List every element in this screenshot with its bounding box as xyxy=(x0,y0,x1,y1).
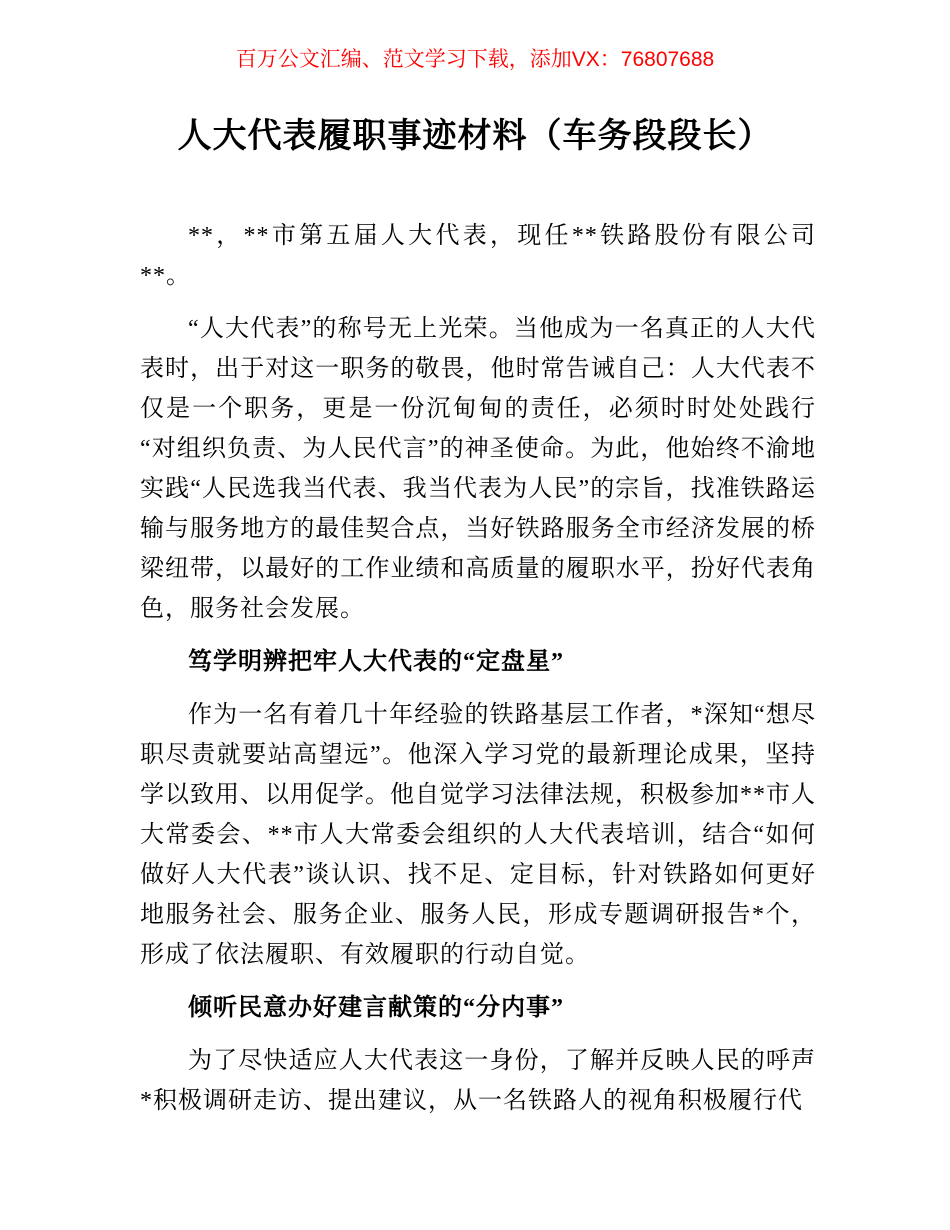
watermark-ad-text: 百万公文汇编、范文学习下载，添加VX：76807688 xyxy=(235,48,715,71)
document-body xyxy=(140,216,816,1121)
paragraph-overview: “人大代表”的称号无上光荣。当他成为一名真正的人大代表时，出于对这一职务的敬畏，他时常告诫自己：人大代表不仅是一个职务，更是一份沉甸甸的责任，必须时时处处践行“对组织负责、为人民代言”的神圣使命。为此，他始终不渝地实践“人民选我当代表、我当代表为人民”的宗旨，找准铁路运输与服务地方的最佳契合点，当好铁路服务全市经济发展的桥梁纽带，以最好的工作业绩和高质量的履职水平，扮好代表角色，服务社会发展。 xyxy=(140,316,816,622)
document-title: 人大代表履职事迹材料（车务段段长） xyxy=(177,118,773,155)
paragraph-section-1: 作为一名有着几十年经验的铁路基层工作者，*深知“想尽职尽责就要站高望远”。他深入学习党的最新理论成果，坚持学以致用、以用促学。他自觉学习法律法规，积极参加**市人大常委会、**市人大常委会组织的人大代表培训，结合“如何做好人大代表”谈认识、找不足、定目标，针对铁路如何更好地服务社会、服务企业、服务人民，形成专题调研报告*个，形成了依法履职、有效履职的行动自觉。 xyxy=(140,702,816,968)
paragraph-intro: **，**市第五届人大代表，现任**铁路股份有限公司**。 xyxy=(140,223,816,289)
section-heading-2: 倾听民意办好建言献策的“分内事” xyxy=(188,995,564,1021)
paragraph-section-2: 为了尽快适应人大代表这一身份，了解并反映人民的呼声*积极调研走访、提出建议，从一名铁路人的视角积极履行代 xyxy=(140,1048,816,1114)
section-heading-1: 笃学明辨把牢人大代表的“定盘星” xyxy=(188,649,564,675)
